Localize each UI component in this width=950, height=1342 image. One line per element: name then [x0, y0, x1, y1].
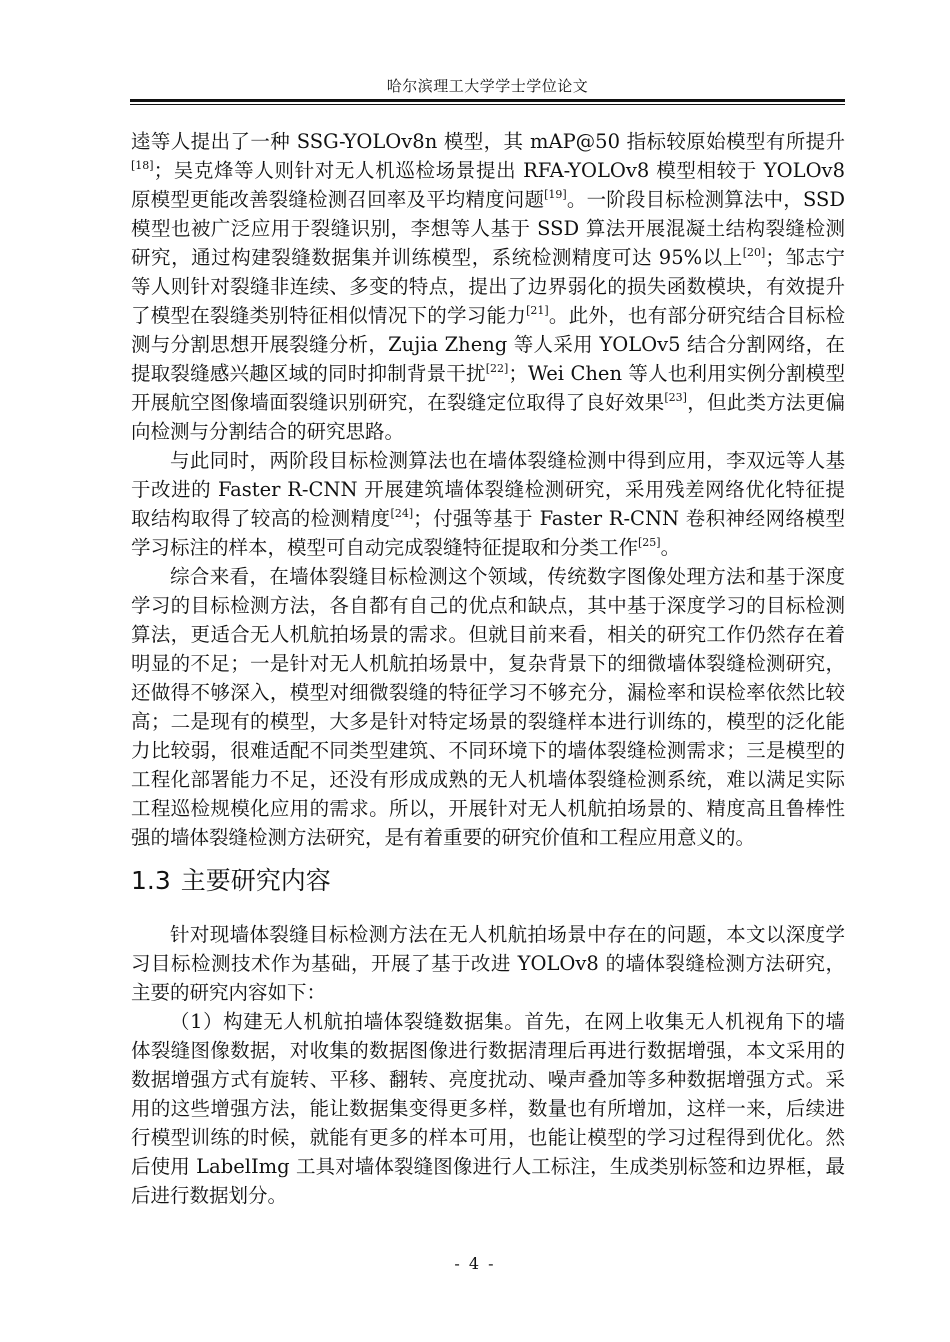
- citation-marker: [25]: [638, 536, 661, 549]
- body-paragraph: [131, 446, 845, 562]
- body-paragraph: [131, 920, 845, 1007]
- citation-marker: [18]: [131, 159, 154, 172]
- citation-marker: [19]: [544, 188, 567, 201]
- page-number: - 4 -: [454, 1254, 496, 1273]
- paragraphs-after: [131, 920, 845, 1210]
- body-paragraph: [131, 1007, 845, 1210]
- running-header: 哈尔滨理工大学学士学位论文: [386, 77, 589, 95]
- paragraph-text: 逵等人提出了一种 SSG-YOLOv8n 模型，其 mAP@50 指标较原始模型有所提升: [131, 130, 845, 153]
- paragraph-text: 与此同时，两阶段目标检测算法也在墙体裂缝检测中得到应用，李双远等人基于改进的 Faster R-CNN 开展建筑墙体裂缝检测研究，采用残差网络优化特征提取结构取得了较高的检测精度: [131, 449, 845, 530]
- header-rule-thin: [130, 104, 845, 105]
- header-rule: [130, 99, 845, 102]
- body-paragraph: [131, 127, 845, 446]
- paragraph-text: 针对现墙体裂缝目标检测方法在无人机航拍场景中存在的问题，本文以深度学习目标检测技术作为基础，开展了基于改进 YOLOv8 的墙体裂缝检测方法研究，主要的研究内容如下：: [131, 923, 845, 1004]
- paragraph-text: （1）构建无人机航拍墙体裂缝数据集。首先，在网上收集无人机视角下的墙体裂缝图像数据，对收集的数据图像进行数据清理后再进行数据增强，本文采用的数据增强方式有旋转、平移、翻转、亮度扰动、噪声叠加等多种数据增强方式。采用的这些增强方法，能让数据集变得更多样，数量也有所增加，这样一来，后续进行模型训练的时候，就能有更多的样本可用，也能让模型的学习过程得到优化。然后使用 LabelImg 工具对墙体裂缝图像进行人工标注，生成类别标签和边界框，最后进行数据划分。: [131, 1010, 845, 1207]
- paragraph-text: ，但此类方法更偏向检测与分割结合的研究思路。: [131, 391, 845, 443]
- paragraph-text: 。一阶段目标检测算法中，SSD 模型也被广泛应用于裂缝识别，李想等人基于 SSD 算法开展混凝土结构裂缝检测研究，通过构建裂缝数据集并训练模型，系统检测精度可达 95%以上: [131, 188, 845, 269]
- paragraph-text: ；Wei Chen 等人也利用实例分割模型开展航空图像墙面裂缝识别研究，在裂缝定位取得了良好效果: [131, 362, 845, 414]
- citation-marker: [20]: [742, 246, 766, 259]
- citation-marker: [24]: [390, 507, 414, 520]
- paragraph-text: ；邹志宁等人则针对裂缝非连续、多变的特点，提出了边界弱化的损失函数模块，有效提升了模型在裂缝类别特征相似情况下的学习能力: [131, 246, 845, 327]
- section-title: 主要研究内容: [180, 866, 331, 895]
- section-heading: [131, 864, 845, 898]
- paragraph-text: ；吴克烽等人则针对无人机巡检场景提出 RFA-YOLOv8 模型相较于 YOLOv8 原模型更能改善裂缝检测召回率及平均精度问题: [131, 159, 845, 211]
- paragraph-text: 。此外，也有部分研究结合目标检测与分割思想开展裂缝分析，Zujia Zheng 等人采用 YOLOv5 结合分割网络，在提取裂缝感兴趣区域的同时抑制背景干扰: [131, 304, 845, 385]
- paragraph-text: ；付强等基于 Faster R-CNN 卷积神经网络模型学习标注的样本，模型可自动完成裂缝特征提取和分类工作: [131, 507, 845, 559]
- body-paragraph: [131, 562, 845, 852]
- body-text: [131, 127, 845, 1210]
- paragraphs-before: [131, 127, 845, 852]
- paragraph-text: 。: [660, 536, 681, 559]
- citation-marker: [22]: [485, 362, 509, 375]
- section-number: 1.3: [131, 866, 171, 895]
- citation-marker: [21]: [526, 304, 549, 317]
- citation-marker: [23]: [664, 391, 687, 404]
- paragraph-text: 综合来看，在墙体裂缝目标检测这个领域，传统数字图像处理方法和基于深度学习的目标检测方法，各自都有自己的优点和缺点，其中基于深度学习的目标检测算法，更适合无人机航拍场景的需求。但就目前来看，相关的研究工作仍然存在着明显的不足；一是针对无人机航拍场景中，复杂背景下的细微墙体裂缝检测研究，还做得不够深入，模型对细微裂缝的特征学习不够充分，漏检率和误检率依然比较高；二是现有的模型，大多是针对特定场景的裂缝样本进行训练的，模型的泛化能力比较弱，很难适配不同类型建筑、不同环境下的墙体裂缝检测需求；三是模型的工程化部署能力不足，还没有形成成熟的无人机墙体裂缝检测系统，难以满足实际工程巡检规模化应用的需求。所以，开展针对无人机航拍场景的、精度高且鲁棒性强的墙体裂缝检测方法研究，是有着重要的研究价值和工程应用意义的。: [131, 565, 845, 849]
